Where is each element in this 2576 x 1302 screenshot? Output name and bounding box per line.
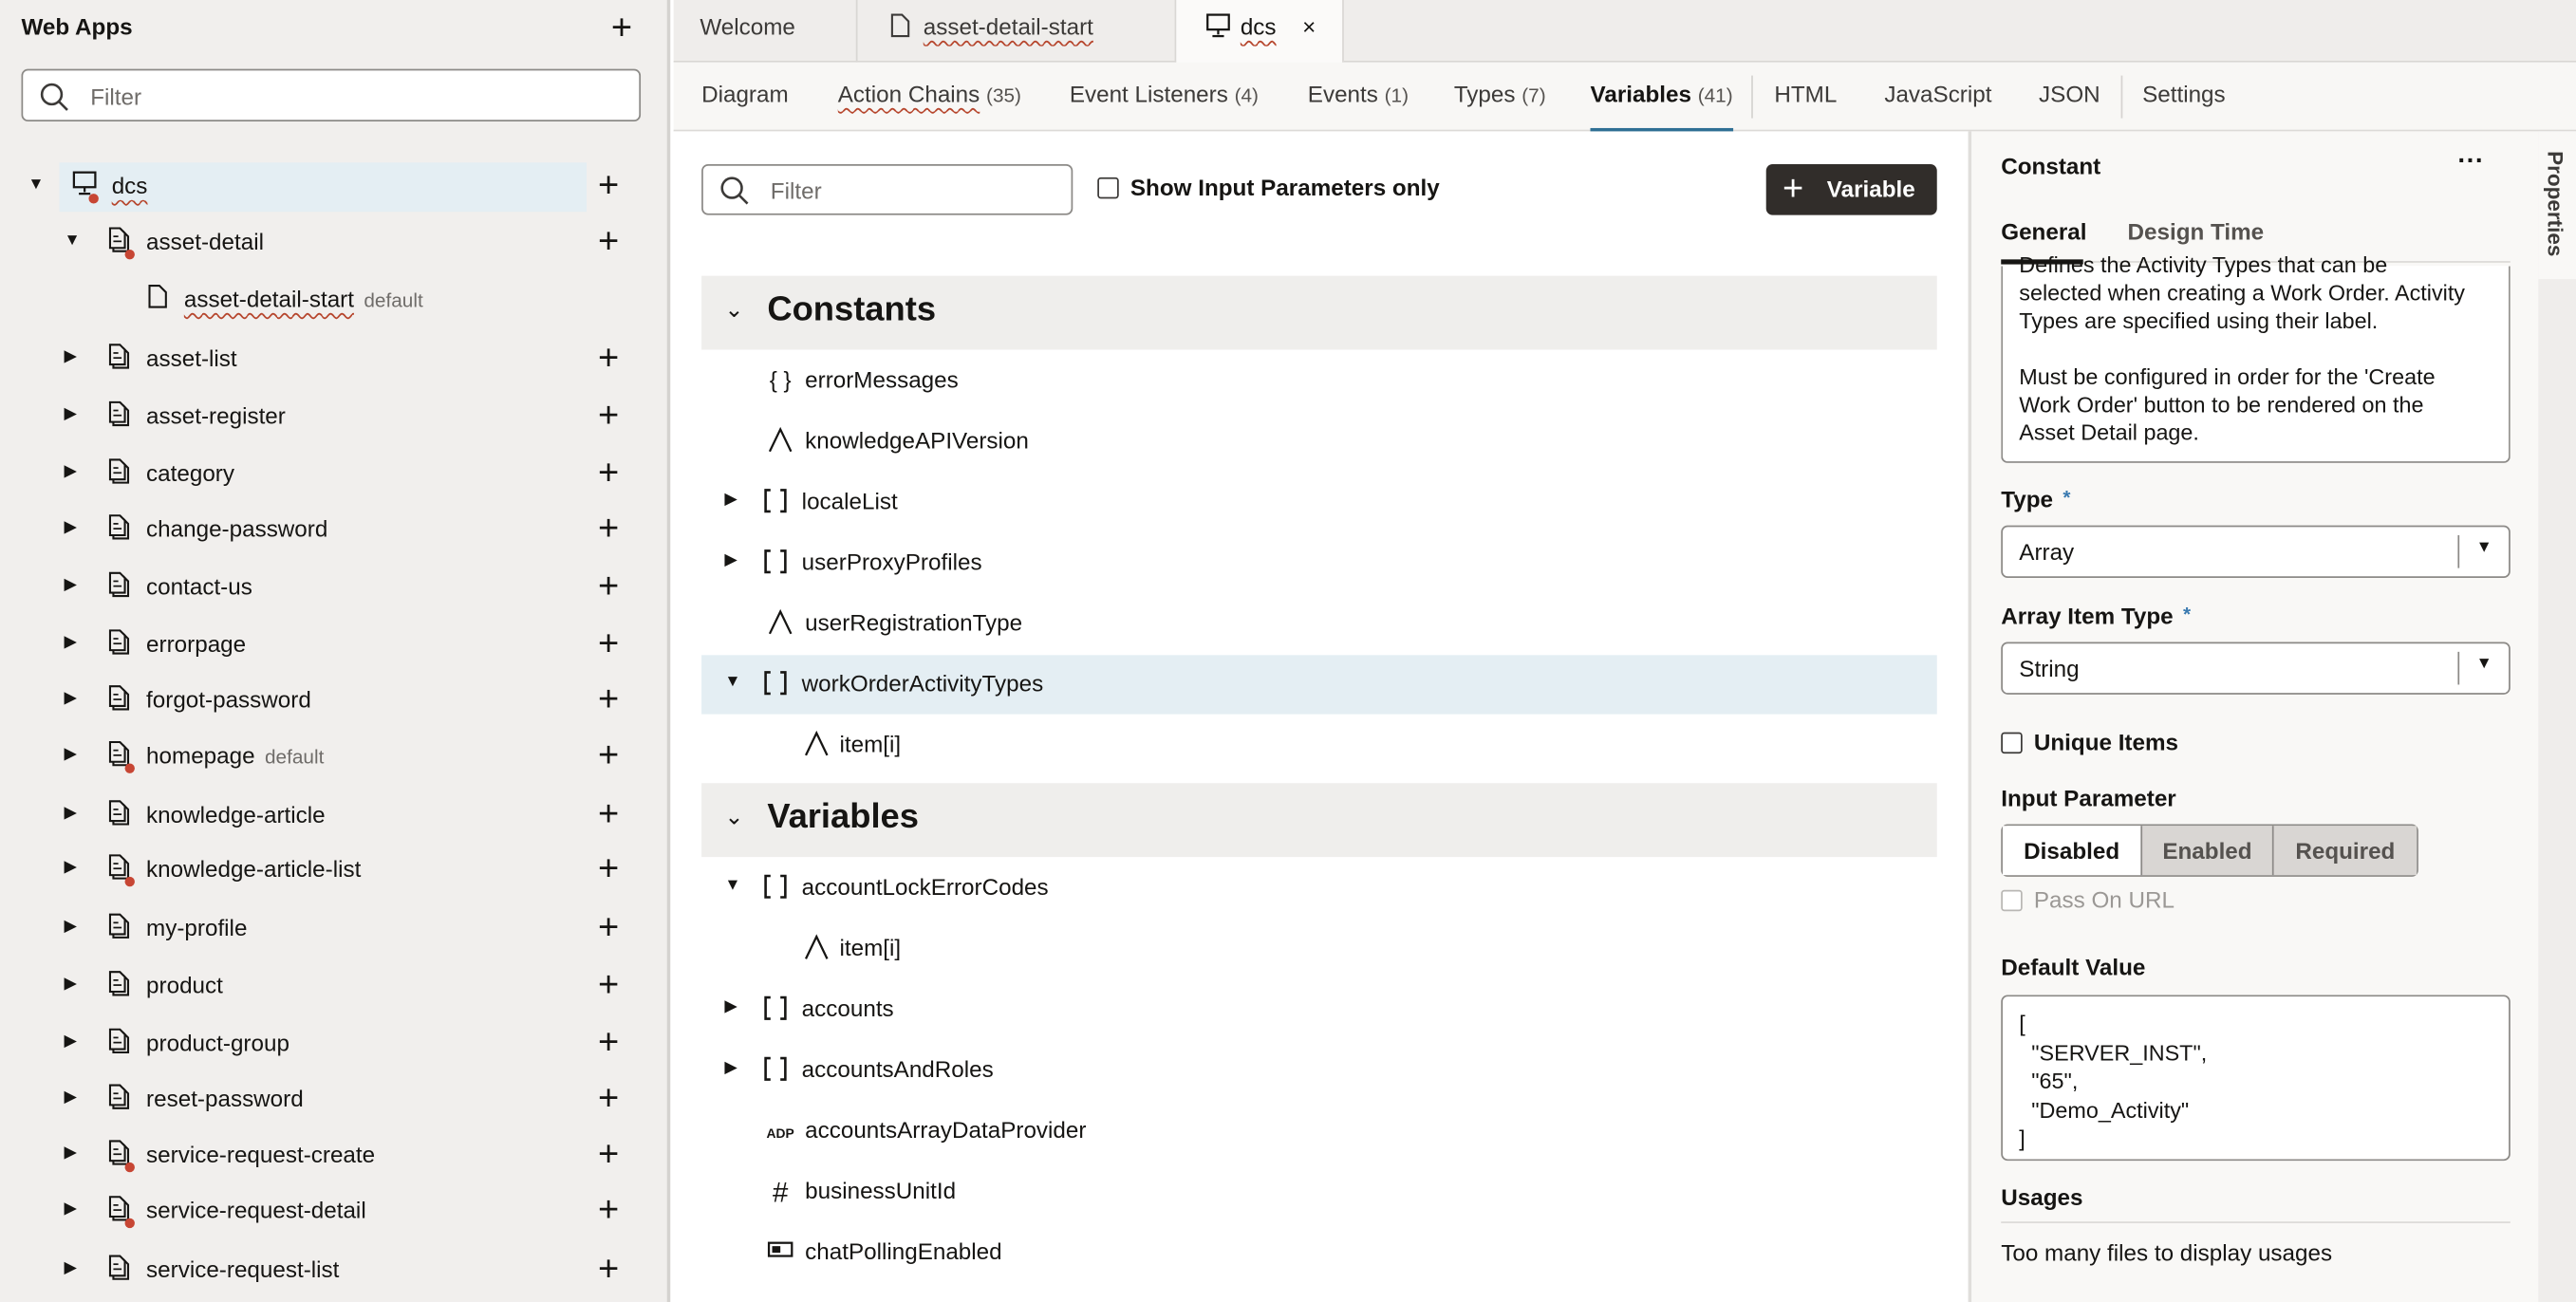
tree-item-category[interactable] (0, 450, 670, 499)
page-icon (108, 400, 135, 427)
array-item-type-label-text: Array Item Type (2001, 602, 2174, 629)
close-tab-icon[interactable]: × (1302, 12, 1316, 40)
tree-item-label (146, 742, 324, 769)
input-param-enabled-button[interactable]: Enabled (2140, 826, 2271, 875)
boolean-type-icon (764, 1237, 797, 1264)
string-type-icon (764, 427, 797, 458)
web-apps-sidebar (0, 0, 670, 1302)
variable-row-businessUnitId[interactable] (701, 1162, 1937, 1221)
tab-label: Variables (1590, 80, 1691, 107)
pass-on-url-label: Pass On URL (2033, 886, 2175, 913)
plus-icon: + (1783, 167, 1804, 209)
tree-item-label (146, 344, 237, 371)
caret-right-icon[interactable]: ▶ (724, 1058, 737, 1077)
tab-label: Event Listeners (1069, 80, 1228, 107)
caret-right-icon[interactable]: ▶ (64, 804, 77, 823)
tab-html[interactable] (1774, 81, 1837, 107)
array-item-type-label (2001, 603, 2191, 629)
default-value-label: Default Value (2001, 954, 2146, 980)
tree-item-label (146, 1197, 366, 1223)
tree-item-label (146, 1086, 304, 1112)
page-icon (108, 970, 135, 996)
tab-json[interactable] (2039, 81, 2100, 107)
error-indicator-icon (125, 763, 135, 772)
caret-right-icon[interactable]: ▶ (64, 1088, 77, 1107)
tab-events[interactable] (1308, 81, 1409, 107)
variable-name: chatPollingEnabled (805, 1237, 1002, 1265)
variable-name: userRegistrationType (805, 608, 1023, 636)
page-icon (108, 571, 135, 598)
variable-row-accountsArrayDataProvider[interactable] (701, 1102, 1937, 1161)
caret-right-icon[interactable]: ▶ (64, 975, 77, 994)
add-item-button[interactable]: + (598, 1132, 620, 1175)
tree-item-name: asset-detail (146, 228, 264, 255)
caret-down-icon[interactable]: ▼ (64, 231, 81, 250)
properties-panel (1969, 131, 2539, 1302)
unique-items-checkbox[interactable] (2001, 733, 2023, 753)
more-options-icon[interactable]: ··· (2457, 147, 2485, 177)
variable-row-accounts[interactable] (701, 980, 1937, 1039)
add-item-button[interactable]: + (598, 336, 620, 378)
caret-down-icon[interactable]: ▼ (724, 673, 741, 692)
variable-name: item[i] (839, 730, 902, 757)
default-value-line: "Demo_Activity" (2019, 1097, 2190, 1123)
tree-item-label (146, 801, 326, 828)
props-title: Constant (2001, 152, 2101, 179)
tree-item-contact-us[interactable] (0, 563, 670, 612)
page-icon (108, 458, 135, 485)
tab-count: (41) (1697, 84, 1733, 107)
data-provider-icon: ADP (766, 1125, 794, 1142)
add-item-button[interactable]: + (598, 963, 620, 1005)
tab-label: Diagram (701, 80, 789, 107)
tab-label: Welcome (700, 12, 795, 40)
array-type-icon (759, 995, 793, 1026)
usages-text: Too many files to display usages (2001, 1239, 2333, 1266)
caret-right-icon[interactable]: ▶ (724, 997, 737, 1016)
tree-item-name: reset-password (146, 1085, 304, 1112)
default-value-editor[interactable] (2001, 995, 2511, 1161)
tree-item-forgot-password[interactable] (0, 677, 670, 726)
tree-item-label (146, 1141, 375, 1167)
default-value-line: [ (2019, 1011, 2025, 1036)
tab-label: JSON (2039, 80, 2100, 107)
tab-settings[interactable] (2142, 81, 2226, 107)
tab-javascript[interactable] (1884, 81, 1991, 107)
tree-item-name: asset-detail-start (183, 286, 354, 312)
designer-tab-bar (674, 63, 2576, 132)
tree-item-label (146, 1030, 289, 1056)
variable-name: businessUnitId (805, 1177, 957, 1204)
tab-design-time[interactable]: Design Time (2127, 218, 2265, 245)
tree-item-name: product (146, 972, 223, 998)
caret-right-icon[interactable]: ▶ (64, 633, 77, 652)
caret-right-icon[interactable]: ▶ (64, 918, 77, 937)
input-param-required-button[interactable]: Required (2272, 826, 2417, 875)
error-indicator-icon (88, 194, 98, 203)
tree-item-name: asset-register (146, 401, 286, 429)
side-rail (2538, 131, 2576, 1302)
tab-event-listeners[interactable] (1070, 81, 1259, 107)
add-item-button[interactable]: + (598, 507, 620, 549)
add-item-button[interactable]: + (598, 678, 620, 719)
add-item-button[interactable]: + (598, 1021, 620, 1063)
tab-divider (1751, 76, 1753, 119)
description-line: selected when creating a Work Order. Activity (2019, 280, 2465, 306)
tab-label: JavaScript (1884, 80, 1992, 107)
string-type-icon (800, 731, 833, 762)
divider (2001, 1221, 2511, 1223)
variable-name: accounts (801, 995, 894, 1022)
page-icon (108, 1084, 135, 1110)
variable-name: workOrderActivityTypes (801, 669, 1044, 697)
tab-count: (35) (986, 84, 1021, 107)
tree-item-knowledge-article-list[interactable] (0, 846, 670, 895)
tree-item-name: homepage (146, 742, 255, 769)
variable-name: accountsAndRoles (801, 1055, 994, 1083)
tab-label: Types (1453, 80, 1516, 107)
tab-label: HTML (1774, 80, 1838, 107)
error-indicator-icon (125, 1162, 135, 1172)
tree-item-label (146, 686, 311, 713)
tree-item-asset-detail-start[interactable] (0, 276, 670, 326)
default-badge: default (364, 288, 423, 312)
add-item-button[interactable]: + (598, 219, 620, 262)
tree-item-asset-detail[interactable] (0, 218, 670, 268)
description-textarea[interactable] (2001, 252, 2511, 463)
string-type-icon (764, 609, 797, 641)
page-icon (108, 1028, 135, 1054)
tree-item-label (112, 173, 148, 199)
tree-item-name: asset-list (146, 344, 237, 372)
tree-item-name: my-profile (146, 914, 248, 941)
tab-divider (2121, 76, 2123, 119)
default-value-line: ] (2019, 1125, 2025, 1151)
tree-item-name: product-group (146, 1029, 289, 1056)
add-item-button[interactable]: + (598, 1188, 620, 1230)
tree-item-label (146, 972, 223, 998)
show-input-params-checkbox[interactable] (1097, 177, 1119, 198)
description-line: Must be configured in order for the 'Create (2019, 364, 2436, 390)
desktop-icon (1205, 13, 1230, 38)
type-label-text: Type (2001, 486, 2054, 512)
tree-item-name: service-request-detail (146, 1197, 366, 1223)
variable-name: knowledgeAPIVersion (805, 426, 1029, 454)
caret-right-icon[interactable]: ▶ (64, 1144, 77, 1162)
pass-on-url-checkbox[interactable] (2001, 890, 2023, 911)
add-item-button[interactable]: + (598, 906, 620, 948)
page-icon (108, 514, 135, 541)
variable-row-userRegistrationType[interactable] (701, 594, 1937, 653)
tab-count: (1) (1384, 84, 1409, 107)
tree-item-my-profile[interactable] (0, 904, 670, 954)
tree-item-name: dcs (111, 172, 148, 199)
add-variable-button[interactable]: + Variable (1766, 164, 1937, 215)
array-type-icon (759, 1055, 793, 1087)
add-item-button[interactable]: + (598, 1247, 620, 1290)
variables-editor (674, 131, 1969, 1302)
tree-item-name: errorpage (146, 630, 247, 658)
caret-right-icon[interactable]: ▶ (64, 745, 77, 764)
tree-item-errorpage[interactable] (0, 621, 670, 670)
variable-row-knowledgeAPIVersion[interactable] (701, 412, 1937, 471)
variable-row-localeList[interactable] (701, 473, 1937, 531)
tab-label: dcs (1240, 12, 1277, 40)
default-value-line: "SERVER_INST", (2019, 1040, 2208, 1065)
add-item-button[interactable]: + (598, 164, 620, 206)
caret-right-icon[interactable]: ▶ (64, 1258, 77, 1278)
error-indicator-icon (125, 250, 135, 259)
add-item-button[interactable]: + (598, 622, 620, 663)
variable-row-errorMessages[interactable] (701, 351, 1937, 410)
array-item-type-value: String (2019, 655, 2080, 681)
variable-row-item[i][interactable] (701, 920, 1937, 978)
tree-item-label (146, 228, 264, 254)
tab-count: (4) (1234, 84, 1259, 107)
array-type-icon (759, 549, 793, 580)
description-line: Asset Detail page. (2019, 419, 2199, 445)
tab-count: (7) (1521, 84, 1546, 107)
tab-types[interactable] (1454, 81, 1546, 107)
array-type-icon (759, 873, 793, 904)
file-icon (148, 284, 175, 310)
unique-items-label: Unique Items (2033, 729, 2179, 755)
sidebar-title: Web Apps (21, 12, 133, 40)
tab-label: Events (1307, 80, 1378, 107)
variable-name: errorMessages (805, 365, 959, 393)
description-line: Work Order' button to be rendered on the (2019, 392, 2424, 418)
tree-item-reset-password[interactable] (0, 1075, 670, 1125)
input-parameter-toggle (2001, 825, 2418, 877)
variable-row-userProxyProfiles[interactable] (701, 533, 1937, 592)
tab-general[interactable]: General (2001, 218, 2087, 245)
page-icon (108, 629, 135, 656)
tree-item-product[interactable] (0, 962, 670, 1012)
tree-item-label (146, 1256, 339, 1283)
add-item-button[interactable]: + (598, 734, 620, 775)
properties-side-tab-label: Properties (2543, 151, 2568, 257)
default-badge: default (264, 745, 325, 769)
add-item-button[interactable]: + (598, 565, 620, 606)
sidebar-filter-input[interactable]: Filter (22, 69, 642, 121)
tab-variables[interactable] (1591, 81, 1733, 107)
variable-name: localeList (801, 487, 898, 514)
tab-label: asset-detail-start (923, 12, 1093, 40)
page-icon (108, 800, 135, 827)
tree-item-label (146, 573, 252, 600)
number-type-icon: # (772, 1177, 789, 1209)
add-item-button[interactable]: + (598, 451, 620, 493)
tab-action-chains[interactable] (838, 81, 1021, 107)
divider (2457, 535, 2459, 568)
divider (2457, 652, 2459, 685)
default-value-line: "65", (2019, 1069, 2079, 1094)
caret-right-icon[interactable]: ▶ (64, 689, 77, 708)
file-icon (890, 13, 910, 38)
usages-label: Usages (2001, 1183, 2083, 1211)
variables-section-header[interactable]: ⌄ Variables (701, 783, 1937, 857)
tree-item-label (146, 459, 234, 486)
editor-tab-bar (674, 0, 2576, 63)
tree-item-asset-list[interactable] (0, 335, 670, 384)
tree-item-label (184, 286, 423, 312)
tree-item-name: service-request-list (146, 1256, 340, 1283)
tree-item-name: knowledge-article (146, 801, 326, 828)
string-type-icon (800, 934, 833, 965)
variable-name: accountLockErrorCodes (801, 873, 1049, 901)
type-value: Array (2019, 538, 2075, 566)
description-line (2019, 335, 2492, 363)
tree-item-homepage[interactable] (0, 733, 670, 782)
caret-right-icon[interactable]: ▶ (724, 551, 737, 570)
type-select[interactable] (2001, 526, 2511, 578)
variable-row-workOrderActivityTypes[interactable] (701, 655, 1937, 714)
tab-asset-detail-start[interactable] (858, 0, 1177, 63)
tree-item-service-request-detail[interactable] (0, 1187, 670, 1237)
caret-right-icon[interactable]: ▶ (64, 347, 77, 366)
add-item-button[interactable]: + (598, 394, 620, 436)
chevron-down-icon: ▼ (2475, 655, 2492, 674)
tree-item-service-request-list[interactable] (0, 1246, 670, 1295)
tree-item-change-password[interactable] (0, 506, 670, 555)
description-line: Defines the Activity Types that can be (2019, 252, 2388, 278)
tree-item-label (146, 630, 246, 657)
add-item-button[interactable]: + (598, 792, 620, 834)
description-line: Types are specified using their label. (2019, 308, 2379, 334)
constants-section-header[interactable]: ⌄ Constants (701, 276, 1937, 350)
variables-filter-input[interactable]: Filter (701, 164, 1073, 215)
tree-item-dcs[interactable] (0, 162, 670, 212)
show-input-params-label: Show Input Parameters only (1129, 174, 1440, 201)
variable-row-accountsAndRoles[interactable] (701, 1041, 1937, 1100)
tab-welcome[interactable] (674, 0, 858, 63)
tree-item-service-request-create[interactable] (0, 1131, 670, 1181)
variable-name: userProxyProfiles (801, 548, 982, 575)
required-mark: * (2063, 486, 2071, 510)
tree-item-label (146, 402, 286, 429)
variable-row-chatPollingEnabled[interactable] (701, 1223, 1937, 1282)
tree-item-asset-register[interactable] (0, 392, 670, 441)
caret-right-icon[interactable]: ▶ (64, 462, 77, 481)
tree-item-product-group[interactable] (0, 1019, 670, 1069)
array-item-type-select[interactable] (2001, 642, 2511, 694)
tree-item-name: category (146, 459, 235, 487)
tree-item-name: forgot-password (146, 686, 311, 713)
caret-right-icon[interactable]: ▶ (724, 491, 737, 510)
tree-item-name: contact-us (146, 572, 252, 600)
caret-down-icon[interactable]: ▼ (28, 176, 45, 195)
page-icon (108, 913, 135, 939)
caret-right-icon[interactable]: ▶ (64, 1032, 77, 1051)
tree-item-knowledge-article[interactable] (0, 791, 670, 841)
tab-label: Action Chains (837, 80, 980, 107)
page-icon (108, 684, 135, 711)
chevron-down-icon: ⌄ (724, 295, 744, 323)
error-indicator-icon (125, 877, 135, 886)
caret-right-icon[interactable]: ▶ (64, 1200, 77, 1218)
tree-item-name: knowledge-article-list (146, 855, 362, 883)
search-icon (719, 176, 749, 205)
properties-side-tab[interactable] (2538, 131, 2576, 279)
caret-right-icon[interactable]: ▶ (64, 405, 77, 424)
add-item-button[interactable]: + (598, 846, 620, 888)
object-type-icon: { } (769, 365, 792, 393)
required-mark: * (2182, 602, 2192, 626)
variable-row-item[i][interactable] (701, 716, 1937, 774)
tree-item-name: service-request-create (146, 1141, 376, 1168)
variable-row-accountLockErrorCodes[interactable] (701, 859, 1937, 918)
tree-item-label (146, 855, 361, 882)
array-type-icon (759, 488, 793, 519)
caret-right-icon[interactable]: ▶ (64, 518, 77, 537)
tab-diagram[interactable] (701, 81, 789, 107)
chevron-down-icon: ⌄ (724, 803, 744, 829)
add-web-app-button[interactable]: + (610, 6, 633, 48)
error-indicator-icon (125, 1218, 135, 1228)
variable-name: accountsArrayDataProvider (805, 1116, 1087, 1144)
tree-item-name: change-password (146, 515, 328, 542)
caret-right-icon[interactable]: ▶ (64, 858, 77, 877)
chevron-down-icon: ▼ (2475, 538, 2492, 557)
page-icon (108, 1255, 135, 1281)
tree-item-label (146, 515, 327, 542)
caret-down-icon[interactable]: ▼ (724, 876, 741, 895)
page-icon (108, 344, 135, 370)
input-parameter-label: Input Parameter (2001, 784, 2176, 811)
array-type-icon (759, 670, 793, 701)
add-item-button[interactable]: + (598, 1076, 620, 1119)
tree-item-label (146, 915, 247, 941)
type-label (2001, 486, 2070, 512)
variable-name: item[i] (839, 934, 902, 961)
tab-label: Settings (2142, 80, 2226, 107)
input-param-disabled-button[interactable]: Disabled (2003, 826, 2140, 875)
caret-right-icon[interactable]: ▶ (64, 576, 77, 595)
search-icon (40, 83, 69, 112)
tab-dcs[interactable] (1176, 0, 1344, 64)
